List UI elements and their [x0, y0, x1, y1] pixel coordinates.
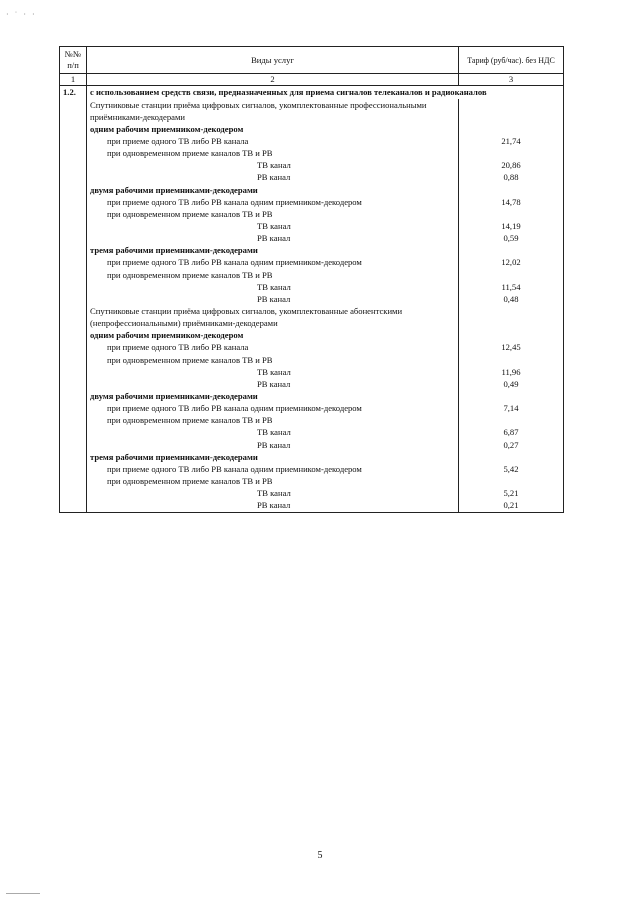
table-row: [60, 439, 564, 451]
row-number-cell: [60, 99, 87, 111]
tariff-cell: 7,14: [459, 403, 564, 415]
service-cell: одним рабочим приемником-декодером: [87, 123, 459, 135]
table-row: [60, 281, 564, 293]
table-header-row: [60, 47, 564, 74]
row-number-cell: [60, 269, 87, 281]
table-row: [60, 488, 564, 500]
page-number: 5: [317, 850, 323, 861]
service-cell: РВ канал: [87, 233, 459, 245]
service-cell: при приеме одного ТВ либо РВ канала одним приемником-декодером: [87, 257, 459, 269]
row-number-cell: [60, 293, 87, 305]
service-cell: двумя рабочими приемниками-декодерами: [87, 390, 459, 402]
table-row: [60, 257, 564, 269]
table-row: [60, 208, 564, 220]
service-cell: при одновременном приеме каналов ТВ и РВ: [87, 269, 459, 281]
tariff-cell: 6,87: [459, 427, 564, 439]
table-row: [60, 390, 564, 402]
tariff-cell: [459, 123, 564, 135]
service-cell: при приеме одного ТВ либо РВ канала: [87, 342, 459, 354]
tariff-cell: 20,86: [459, 160, 564, 172]
row-number-cell: [60, 281, 87, 293]
row-number-cell: [60, 305, 87, 317]
table-row: [60, 378, 564, 390]
table-row: [60, 342, 564, 354]
table-row: [60, 135, 564, 147]
tariff-cell: [459, 208, 564, 220]
tariff-cell: 0,49: [459, 378, 564, 390]
service-cell: Спутниковые станции приёма цифровых сигналов, укомплектованные абонентскими: [87, 305, 459, 317]
row-number-cell: [60, 245, 87, 257]
table-row: [60, 318, 564, 330]
service-cell: при приеме одного ТВ либо РВ канала одним приемником-декодером: [87, 196, 459, 208]
tariff-cell: 5,42: [459, 463, 564, 475]
column-number-2: 2: [87, 74, 459, 86]
tariff-cell: 0,59: [459, 233, 564, 245]
section-row: [60, 86, 564, 100]
tariff-cell: 0,88: [459, 172, 564, 184]
section-number: 1.2.: [60, 86, 87, 100]
tariff-cell: [459, 451, 564, 463]
service-cell: при приеме одного ТВ либо РВ канала: [87, 135, 459, 147]
row-number-cell: [60, 148, 87, 160]
service-cell: РВ канал: [87, 500, 459, 513]
tariff-cell: 11,54: [459, 281, 564, 293]
row-number-cell: [60, 415, 87, 427]
row-number-cell: [60, 330, 87, 342]
tariff-cell: 14,19: [459, 220, 564, 232]
row-number-cell: [60, 354, 87, 366]
row-number-cell: [60, 500, 87, 513]
tariff-cell: 5,21: [459, 488, 564, 500]
row-number-cell: [60, 135, 87, 147]
tariff-cell: 12,45: [459, 342, 564, 354]
service-cell: тремя рабочими приемниками-декодерами: [87, 245, 459, 257]
service-cell: тремя рабочими приемниками-декодерами: [87, 451, 459, 463]
tariff-cell: [459, 415, 564, 427]
tariff-cell: [459, 184, 564, 196]
table-row: [60, 148, 564, 160]
row-number-cell: [60, 342, 87, 354]
row-number-cell: [60, 439, 87, 451]
tariff-cell: [459, 148, 564, 160]
service-cell: при одновременном приеме каналов ТВ и РВ: [87, 354, 459, 366]
tariff-cell: 0,21: [459, 500, 564, 513]
tariff-cell: [459, 245, 564, 257]
tariff-cell: [459, 269, 564, 281]
section-title: с использованием средств связи, предназначенных для приема сигналов телеканалов и радиоканалов: [87, 86, 564, 100]
service-cell: ТВ канал: [87, 366, 459, 378]
table-row: [60, 305, 564, 317]
row-number-cell: [60, 403, 87, 415]
scan-specks: · ˙ · ·: [6, 10, 37, 19]
row-number-cell: [60, 390, 87, 402]
service-cell: ТВ канал: [87, 281, 459, 293]
tariff-cell: [459, 318, 564, 330]
table-row: [60, 451, 564, 463]
header-tariff: Тариф (руб/час). без НДС: [459, 47, 564, 74]
table-row: [60, 184, 564, 196]
row-number-cell: [60, 172, 87, 184]
service-cell: при приеме одного ТВ либо РВ канала одним приемником-декодером: [87, 403, 459, 415]
row-number-cell: [60, 366, 87, 378]
row-number-cell: [60, 233, 87, 245]
table-row: [60, 463, 564, 475]
row-number-cell: [60, 160, 87, 172]
table-row: [60, 123, 564, 135]
tariff-cell: [459, 99, 564, 111]
table-row: [60, 172, 564, 184]
tariff-cell: [459, 111, 564, 123]
table-row: [60, 354, 564, 366]
tariff-table: [59, 46, 564, 513]
row-number-cell: [60, 427, 87, 439]
tariff-cell: [459, 390, 564, 402]
row-number-cell: [60, 378, 87, 390]
tariff-rows: [60, 99, 564, 512]
tariff-cell: [459, 305, 564, 317]
row-number-cell: [60, 196, 87, 208]
tariff-cell: 0,27: [459, 439, 564, 451]
row-number-cell: [60, 257, 87, 269]
footer-rule: [6, 893, 40, 894]
column-number-1: 1: [60, 74, 87, 86]
column-number-row: [60, 74, 564, 86]
tariff-cell: 21,74: [459, 135, 564, 147]
row-number-cell: [60, 475, 87, 487]
service-cell: при одновременном приеме каналов ТВ и РВ: [87, 208, 459, 220]
service-cell: ТВ канал: [87, 488, 459, 500]
row-number-cell: [60, 451, 87, 463]
tariff-cell: 0,48: [459, 293, 564, 305]
table-row: [60, 403, 564, 415]
service-cell: приёмниками-декодерами: [87, 111, 459, 123]
service-cell: РВ канал: [87, 293, 459, 305]
tariff-cell: 14,78: [459, 196, 564, 208]
row-number-cell: [60, 220, 87, 232]
table-row: [60, 366, 564, 378]
row-number-cell: [60, 208, 87, 220]
service-cell: РВ канал: [87, 378, 459, 390]
table-row: [60, 111, 564, 123]
header-service: Виды услуг: [87, 47, 459, 74]
table-row: [60, 99, 564, 111]
service-cell: РВ канал: [87, 172, 459, 184]
service-cell: Спутниковые станции приёма цифровых сигналов, укомплектованные профессиональными: [87, 99, 459, 111]
service-cell: при приеме одного ТВ либо РВ канала одним приемником-декодером: [87, 463, 459, 475]
table-row: [60, 293, 564, 305]
tariff-cell: [459, 475, 564, 487]
table-row: [60, 427, 564, 439]
service-cell: ТВ канал: [87, 160, 459, 172]
row-number-cell: [60, 463, 87, 475]
service-cell: двумя рабочими приемниками-декодерами: [87, 184, 459, 196]
table-row: [60, 245, 564, 257]
tariff-cell: [459, 330, 564, 342]
row-number-cell: [60, 488, 87, 500]
table-row: [60, 160, 564, 172]
row-number-cell: [60, 318, 87, 330]
service-cell: (непрофессиональными) приёмниками-декодерами: [87, 318, 459, 330]
tariff-cell: [459, 354, 564, 366]
column-number-3: 3: [459, 74, 564, 86]
table-row: [60, 330, 564, 342]
service-cell: при одновременном приеме каналов ТВ и РВ: [87, 475, 459, 487]
table-row: [60, 500, 564, 513]
service-cell: при одновременном приеме каналов ТВ и РВ: [87, 148, 459, 160]
table-row: [60, 269, 564, 281]
service-cell: ТВ канал: [87, 220, 459, 232]
tariff-cell: 11,96: [459, 366, 564, 378]
service-cell: при одновременном приеме каналов ТВ и РВ: [87, 415, 459, 427]
service-cell: РВ канал: [87, 439, 459, 451]
tariff-cell: 12,02: [459, 257, 564, 269]
header-num: №№ п/п: [60, 47, 87, 74]
table-row: [60, 220, 564, 232]
table-row: [60, 233, 564, 245]
row-number-cell: [60, 111, 87, 123]
service-cell: одним рабочим приемником-декодером: [87, 330, 459, 342]
table-row: [60, 475, 564, 487]
service-cell: ТВ канал: [87, 427, 459, 439]
table-row: [60, 415, 564, 427]
row-number-cell: [60, 184, 87, 196]
table-row: [60, 196, 564, 208]
row-number-cell: [60, 123, 87, 135]
